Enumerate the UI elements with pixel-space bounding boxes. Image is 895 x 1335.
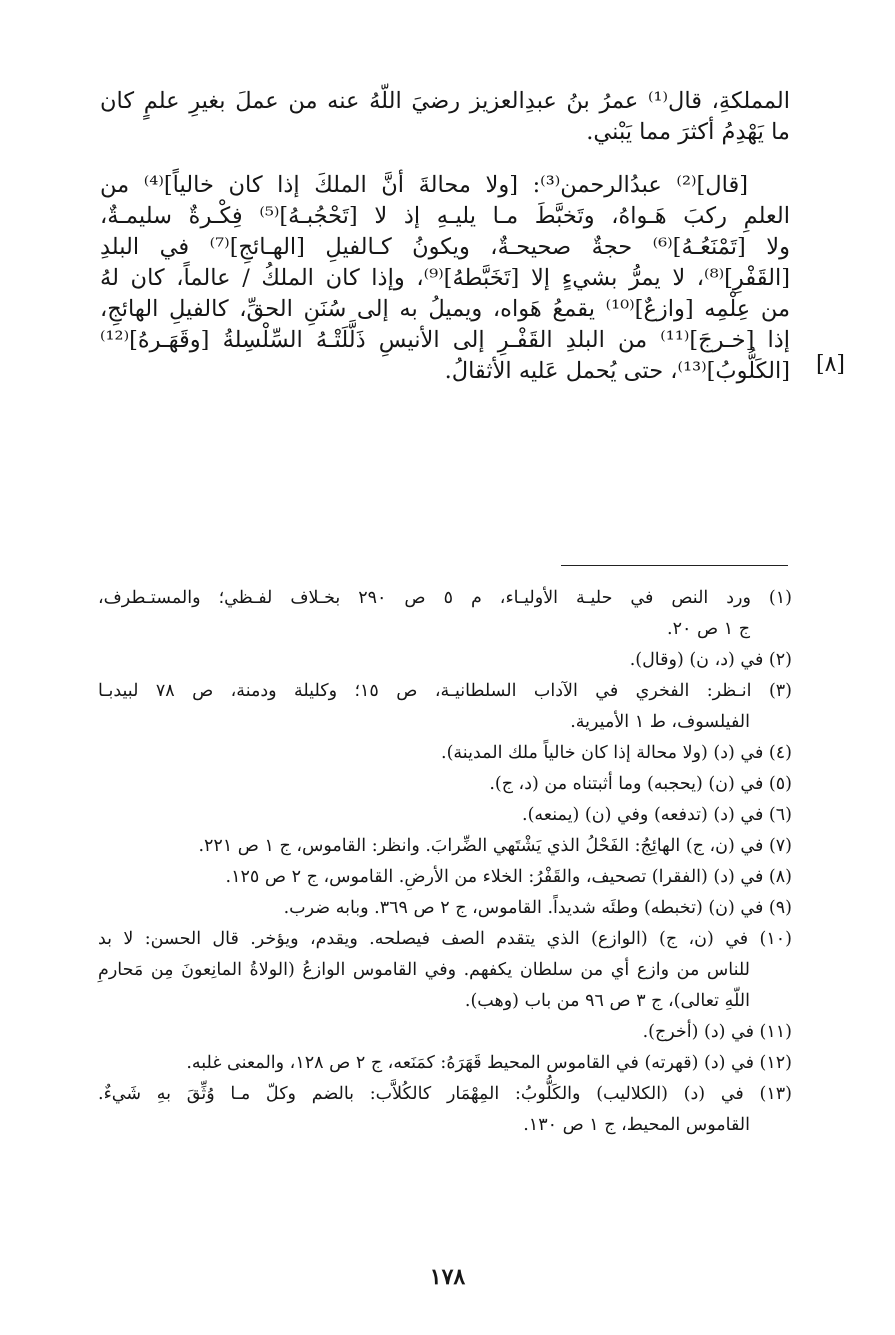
footnote-line: الفيلسوف، ط ١ الأميرية. bbox=[570, 712, 750, 732]
footnote-7 bbox=[98, 831, 792, 862]
footnote-line: ج ١ ص ٢٠. bbox=[667, 619, 750, 639]
footnotes bbox=[98, 583, 792, 1141]
footnote-9 bbox=[98, 893, 792, 924]
footnote-line: (١٠) في (ن، ج) (الوازع) الذي يتقدم الصف فيصلحه. ويقدم، ويؤخر. قال الحسن: لا بد bbox=[98, 929, 792, 949]
text-line: من عِلْمِه [وازعٌ]⁽¹⁰⁾ يقمعُ هَواه، ويميلُ به إلى سُنَنِ الحقِّ، كالفيلِ الهائجِ، bbox=[100, 296, 791, 322]
footnote-13 bbox=[98, 1079, 792, 1141]
footnote-line: القاموس المحيط، ج ١ ص ١٣٠. bbox=[523, 1115, 750, 1135]
footnote-3 bbox=[98, 676, 792, 738]
text-line: إذا [خـرجَ]⁽¹¹⁾ من البلدِ القَفْـرِ إلى الأنيسِ ذَلَّلَتْـهُ السِّلْسِلةُ [وقَهَـرهُ]⁽¹²⁾ bbox=[100, 327, 791, 353]
footnote-11 bbox=[98, 1017, 792, 1048]
footnote-line: اللّهِ تعالى)، ج ٣ ص ٩٦ من باب (وهب). bbox=[464, 991, 750, 1011]
footnote-line: (١٣) في (د) (الكلاليب) والكَلُّوبُ: المِهْمَار كالكُلاَّب: بالضم وكلّ مـا وُثِّقَ بهِ شَيءٌ. bbox=[98, 1084, 792, 1104]
footnote-4 bbox=[98, 738, 792, 769]
footnote-line: (٩) في (ن) (تخبطه) وطئَه شديداً. القاموس، ج ٢ ص ٣٦٩. وبابه ضرب. bbox=[283, 898, 792, 918]
text-line: المملكةِ، قال⁽¹⁾ عمرُ بنُ عبدِالعزيز رضيَ اللّهُ عنه من عملَ بغيرِ علمٍ كان bbox=[100, 88, 790, 114]
footnote-10 bbox=[98, 924, 792, 1017]
footnote-line: (٧) في (ن، ج) الهائِجُ: الفَحْلُ الذي يَشْتَهي الضِّرابَ. وانظر: القاموس، ج ١ ص ٢٢١. bbox=[198, 836, 792, 856]
footnote-line: (٨) في (د) (الفقرا) تصحيف، والقَفْرُ: الخلاء من الأرضِ. القاموس، ج ٢ ص ١٢٥. bbox=[225, 867, 792, 887]
footnote-line: (١٢) في (د) (قهرته) في القاموس المحيط قَهَرَهُ: كمَنَعه، ج ٢ ص ١٢٨، والمعنى غلبه. bbox=[186, 1053, 792, 1073]
footnote-separator bbox=[561, 565, 788, 566]
footnote-line: (١) ورد النص في حليـة الأوليـاء، م ٥ ص ٢٩٠ بخـلاف لفـظي؛ والمستـطرف، bbox=[98, 588, 792, 608]
footnote-line: (١١) في (د) (أخرج). bbox=[642, 1022, 792, 1042]
paragraph-2 bbox=[100, 170, 790, 387]
footnote-line: للناس من وازع أي من سلطان يكفهم. وفي القاموس الوازعُ (الولاةُ المانِعونَ مِن مَحارمِ bbox=[98, 960, 750, 980]
footnote-6 bbox=[98, 800, 792, 831]
footnote-1 bbox=[98, 583, 792, 645]
footnote-line: (٤) في (د) (ولا محالة إذا كان خالياً ملك المدينة). bbox=[441, 743, 792, 763]
paragraph-1 bbox=[100, 86, 790, 148]
text-line: العلمِ ركبَ هَـواهُ، وتَخبَّطَ مـا يليـهِ إذ لا [تَحْجُبـهُ]⁽⁵⁾ فِكْـرةٌ سليمـةٌ، bbox=[100, 203, 790, 229]
footnote-line: (٦) في (د) (تدفعه) وفي (ن) (يمنعه). bbox=[522, 805, 792, 825]
text-line: [الكَلُّوبُ]⁽¹³⁾، حتى يُحمل عَليه الأثقالُ. bbox=[444, 358, 790, 384]
main-text bbox=[100, 86, 790, 409]
footnote-12 bbox=[98, 1048, 792, 1079]
footnote-line: (٣) انـظر: الفخري في الآداب السلطانيـة، ص ١٥؛ وكليلة ودمنة، ص ٧٨ لبيدبـا bbox=[98, 681, 792, 701]
text-line: [القَفْرِ]⁽⁸⁾، لا يمرُّ بشيءٍ إلا [تَخَبَّطهُ]⁽⁹⁾، وإذا كان الملكُ / عالماً، كان لهُ bbox=[100, 265, 790, 291]
footnote-line: (٢) في (د، ن) (وقال). bbox=[629, 650, 792, 670]
footnote-line: (٥) في (ن) (يحجبه) وما أثبتناه من (د، ج). bbox=[489, 774, 792, 794]
text-line: [قال]⁽²⁾ عبدُالرحمن⁽³⁾: [ولا محالةَ أنَّ الملكَ إذا كان خالياً]⁽⁴⁾ من bbox=[100, 172, 749, 198]
text-line: ولا [تَمْنَعُـهُ]⁽⁶⁾ حجةٌ صحيحـةٌ، ويكونُ كـالفيلِ [الهـائجِ]⁽⁷⁾ في البلدِ bbox=[100, 234, 790, 260]
footnote-2 bbox=[98, 645, 792, 676]
footnote-8 bbox=[98, 862, 792, 893]
text-line: ما يَهْدِمُ أكثرَ مما يَبْني. bbox=[586, 119, 790, 145]
margin-page-marker: [٨] bbox=[815, 352, 845, 377]
page-number: ١٧٨ bbox=[429, 1264, 466, 1290]
footnote-5 bbox=[98, 769, 792, 800]
